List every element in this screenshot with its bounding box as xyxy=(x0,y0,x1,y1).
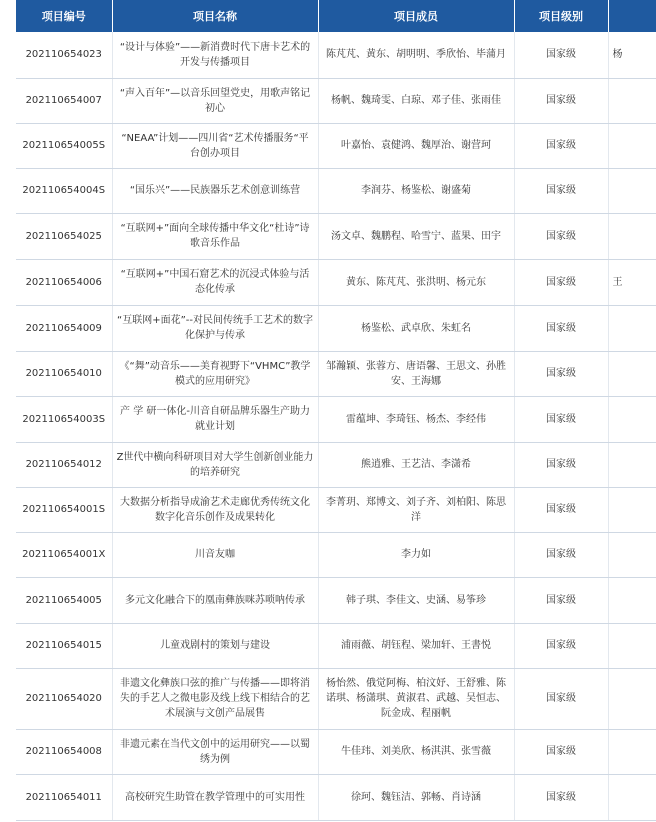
project-members-cell: 邹瀚颖、张蓉方、唐语馨、王思文、孙胜安、王海娜 xyxy=(318,351,514,396)
project-name-cell: “声入百年”—以音乐回望党史，用歌声铭记初心 xyxy=(112,78,318,123)
project-members-cell: 浦雨薇、胡钰程、梁加轩、王書悦 xyxy=(318,623,514,668)
table-row xyxy=(16,623,656,668)
project-level-cell: 国家级 xyxy=(514,577,608,623)
project-level-cell: 国家级 xyxy=(514,729,608,774)
project-members-cell: 牛佳玮、刘美欣、杨淇淇、张雪薇 xyxy=(318,729,514,774)
project-id-cell: 202110654003S xyxy=(16,396,112,442)
project-level-cell: 国家级 xyxy=(514,32,608,78)
project-members-cell: 李力如 xyxy=(318,532,514,577)
header-project-id: 项目编号 xyxy=(16,0,112,32)
project-id-cell: 202110654006 xyxy=(16,259,112,305)
project-name-cell: “国乐兴”——民族器乐艺术创意训练营 xyxy=(112,168,318,213)
project-id-cell: 202110654001X xyxy=(16,532,112,577)
project-level-cell: 国家级 xyxy=(514,123,608,168)
extra-cell xyxy=(608,577,656,623)
project-id-cell: 202110654012 xyxy=(16,442,112,487)
extra-cell xyxy=(608,396,656,442)
extra-cell xyxy=(608,729,656,774)
project-name-cell: 高校研究生助管在教学管理中的可实用性 xyxy=(112,774,318,820)
header-project-level: 项目级别 xyxy=(514,0,608,32)
table-row xyxy=(16,168,656,213)
project-id-cell: 202110654023 xyxy=(16,32,112,78)
project-id-cell: 202110654010 xyxy=(16,351,112,396)
project-id-cell: 202110654015 xyxy=(16,623,112,668)
project-level-cell: 国家级 xyxy=(514,351,608,396)
table-row xyxy=(16,729,656,774)
project-id-cell: 202110654001S xyxy=(16,487,112,532)
project-id-cell: 202110654007 xyxy=(16,78,112,123)
table-row xyxy=(16,532,656,577)
table-row xyxy=(16,259,656,305)
extra-cell xyxy=(608,442,656,487)
project-level-cell: 国家级 xyxy=(514,213,608,259)
extra-cell xyxy=(608,668,656,729)
project-level-cell: 国家级 xyxy=(514,442,608,487)
project-level-cell: 国家级 xyxy=(514,623,608,668)
extra-cell xyxy=(608,78,656,123)
table-row xyxy=(16,123,656,168)
table-header-row xyxy=(16,0,656,32)
table-row xyxy=(16,213,656,259)
project-level-cell: 国家级 xyxy=(514,532,608,577)
project-id-cell: 202110654009 xyxy=(16,305,112,351)
table-row xyxy=(16,442,656,487)
project-name-cell: “互联网+面花”--对民间传统手工艺术的数字化保护与传承 xyxy=(112,305,318,351)
extra-cell xyxy=(608,774,656,820)
project-name-cell: 大数据分析指导成渝艺术走廊优秀传统文化数字化音乐创作及成果转化 xyxy=(112,487,318,532)
project-name-cell: 儿童戏剧村的策划与建设 xyxy=(112,623,318,668)
project-name-cell: “设计与体验”——新消费时代下唐卡艺术的开发与传播项目 xyxy=(112,32,318,78)
projects-table xyxy=(16,0,656,821)
extra-cell xyxy=(608,168,656,213)
project-members-cell: 李润芬、杨鉴松、谢盛菊 xyxy=(318,168,514,213)
project-name-cell: 《“舞”动音乐——美育视野下“VHMC”教学模式的应用研究》 xyxy=(112,351,318,396)
extra-cell xyxy=(608,532,656,577)
project-members-cell: 杨鉴松、武卓欣、朱虹名 xyxy=(318,305,514,351)
table-row xyxy=(16,305,656,351)
project-id-cell: 202110654025 xyxy=(16,213,112,259)
project-level-cell: 国家级 xyxy=(514,168,608,213)
table-row xyxy=(16,774,656,820)
table-row xyxy=(16,487,656,532)
extra-cell xyxy=(608,487,656,532)
project-id-cell: 202110654004S xyxy=(16,168,112,213)
project-name-cell: 产 学 研一体化-川音自研品牌乐器生产助力就业计划 xyxy=(112,396,318,442)
project-name-cell: “互联网+”面向全球传播中华文化“杜诗”诗歌音乐作品 xyxy=(112,213,318,259)
table-row xyxy=(16,351,656,396)
project-name-cell: “互联网+”中国石窟艺术的沉浸式体验与活态化传承 xyxy=(112,259,318,305)
project-level-cell: 国家级 xyxy=(514,774,608,820)
project-members-cell: 李菁玥、郑博文、刘子齐、刘柏阳、陈思洋 xyxy=(318,487,514,532)
project-id-cell: 202110654008 xyxy=(16,729,112,774)
project-level-cell: 国家级 xyxy=(514,487,608,532)
project-name-cell: 川音友咖 xyxy=(112,532,318,577)
project-name-cell: 多元文化融合下的凰南彝族咪苏唢呐传承 xyxy=(112,577,318,623)
project-members-cell: 雷蕴坤、李琦钰、杨杰、李经伟 xyxy=(318,396,514,442)
project-id-cell: 202110654005S xyxy=(16,123,112,168)
extra-cell xyxy=(608,351,656,396)
header-extra xyxy=(608,0,656,32)
project-members-cell: 黄东、陈芃芃、张洪明、杨元东 xyxy=(318,259,514,305)
extra-cell xyxy=(608,123,656,168)
project-name-cell: 非遗文化彝族口弦的推广与传播——即将消失的手艺人之微电影及线上线下相结合的艺术展演与文创产品展售 xyxy=(112,668,318,729)
extra-cell: 王 xyxy=(608,259,656,305)
project-id-cell: 202110654011 xyxy=(16,774,112,820)
project-level-cell: 国家级 xyxy=(514,396,608,442)
project-level-cell: 国家级 xyxy=(514,259,608,305)
extra-cell xyxy=(608,623,656,668)
project-id-cell: 202110654005 xyxy=(16,577,112,623)
project-members-cell: 韩子琪、李佳文、史涵、易筝珍 xyxy=(318,577,514,623)
project-id-cell: 202110654020 xyxy=(16,668,112,729)
extra-cell xyxy=(608,213,656,259)
project-members-cell: 徐珂、魏钰洁、郭畅、肖诗涵 xyxy=(318,774,514,820)
table-row xyxy=(16,668,656,729)
project-members-cell: 陈芃芃、黄东、胡明明、季欣怡、毕蒲月 xyxy=(318,32,514,78)
table-body xyxy=(16,32,656,820)
extra-cell: 杨 xyxy=(608,32,656,78)
project-members-cell: 熊逍雅、王艺洁、李潇希 xyxy=(318,442,514,487)
project-level-cell: 国家级 xyxy=(514,78,608,123)
table-row xyxy=(16,32,656,78)
project-members-cell: 汤文卓、魏鹏程、哈雪宁、蓝果、田宇 xyxy=(318,213,514,259)
project-name-cell: 非遗元素在当代文创中的运用研究——以蜀绣为例 xyxy=(112,729,318,774)
header-project-name: 项目名称 xyxy=(112,0,318,32)
project-name-cell: Z世代中横向科研项目对大学生创新创业能力的培养研究 xyxy=(112,442,318,487)
project-members-cell: 杨怡然、俄觉阿梅、柏汶妤、王舒雅、陈诺琪、杨潇琪、黄淑君、武越、吴恒志、阮金成、程丽帆 xyxy=(318,668,514,729)
project-name-cell: “NEAA”计划——四川省“艺术传播服务“平台创办项目 xyxy=(112,123,318,168)
table-row xyxy=(16,78,656,123)
table-row xyxy=(16,396,656,442)
extra-cell xyxy=(608,305,656,351)
project-members-cell: 叶嘉怡、袁健鸿、魏厚治、谢营珂 xyxy=(318,123,514,168)
project-members-cell: 杨帆、魏琦雯、白琼、邓子佳、张雨佳 xyxy=(318,78,514,123)
project-level-cell: 国家级 xyxy=(514,305,608,351)
table-row xyxy=(16,577,656,623)
header-project-members: 项目成员 xyxy=(318,0,514,32)
project-level-cell: 国家级 xyxy=(514,668,608,729)
